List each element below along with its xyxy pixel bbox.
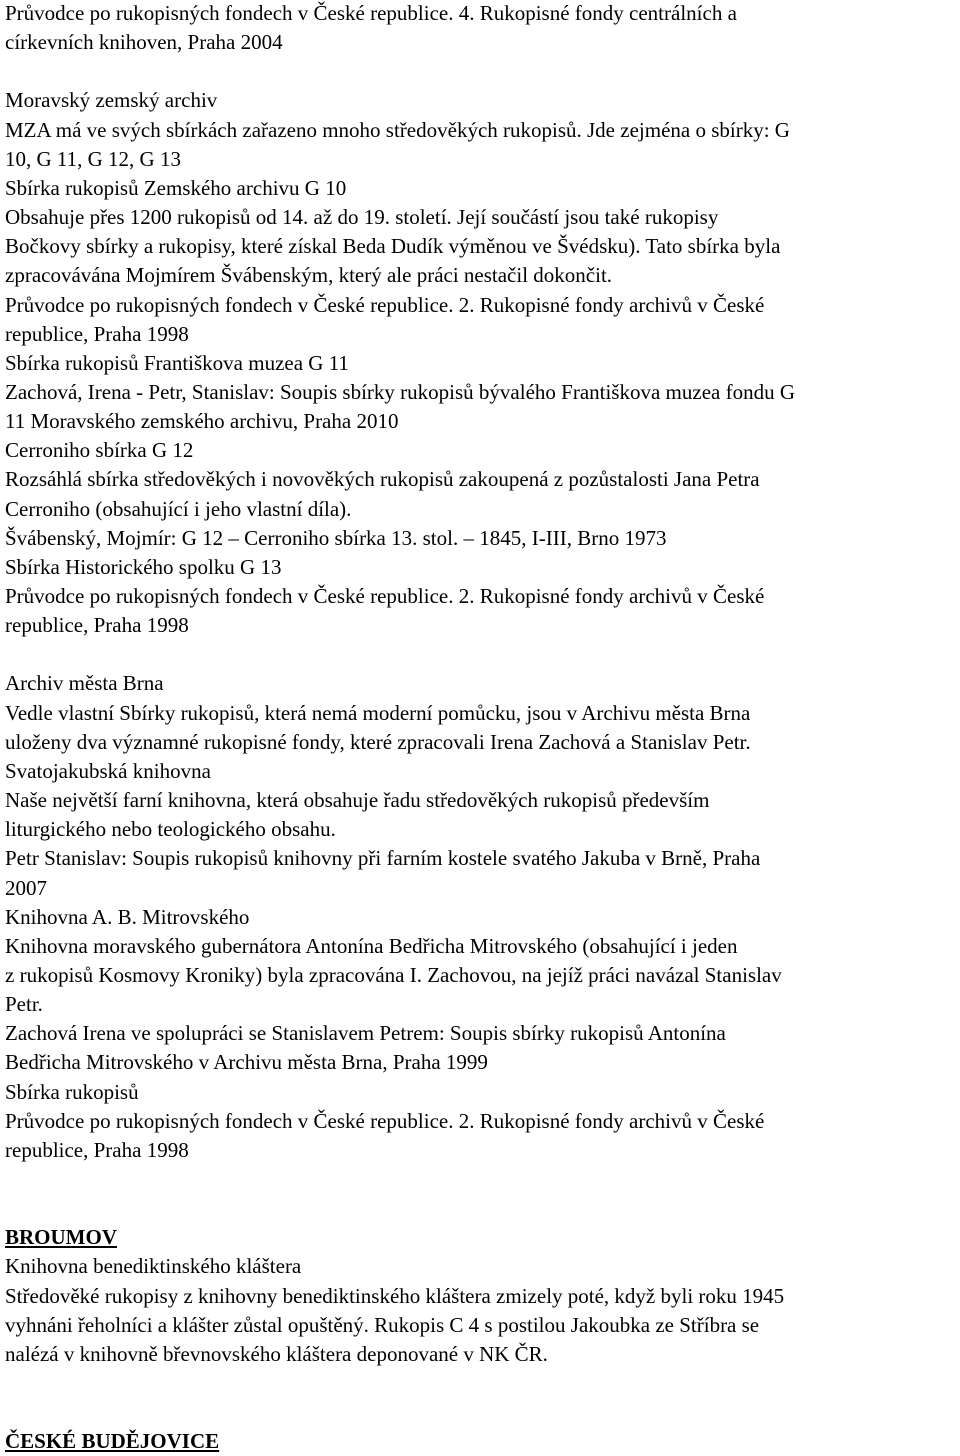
text-line: uloženy dva významné rukopisné fondy, které zpracovali Irena Zachová a Stanislav Petr.	[5, 729, 751, 754]
text-line: církevních knihoven, Praha 2004	[5, 30, 283, 55]
text-line: Průvodce po rukopisných fondech v České republice. 2. Rukopisné fondy archivů v České	[5, 292, 765, 317]
text-line: Zachová, Irena - Petr, Stanislav: Soupis sbírky rukopisů bývalého Františkova muzea fondu G	[5, 379, 796, 404]
text-line: Petr Stanislav: Soupis rukopisů knihovny při farním kostele svatého Jakuba v Brně, Praha	[5, 846, 761, 871]
text-line: Sbírka rukopisů	[5, 1079, 139, 1104]
text-line: Svatojakubská knihovna	[5, 758, 211, 783]
section-heading-ceske-budejovice: ČESKÉ BUDĚJOVICE	[5, 1429, 220, 1454]
text-line: Rozsáhlá sbírka středověkých i novověkých rukopisů zakoupená z pozůstalosti Jana Petra	[5, 467, 760, 492]
text-line: Cerroniho sbírka G 12	[5, 438, 194, 463]
text-line: z rukopisů Kosmovy Kroniky) byla zpracována I. Zachovou, na jejíž práci navázal Stanislav	[5, 962, 782, 987]
text-line: republice, Praha 1998	[5, 321, 189, 346]
text-line: 11 Moravského zemského archivu, Praha 2010	[5, 409, 399, 434]
text-line: Sbírka rukopisů Františkova muzea G 11	[5, 350, 349, 375]
text-line: vyhnáni řeholníci a klášter zůstal opuštěný. Rukopis C 4 s postilou Jakoubka ze Stříbra se	[5, 1312, 760, 1337]
text-line: Cerroniho (obsahující i jeho vlastní díla).	[5, 496, 352, 521]
text-line: Knihovna moravského gubernátora Antonína Bedřicha Mitrovského (obsahující i jeden	[5, 933, 738, 958]
text-line: Sbírka rukopisů Zemského archivu G 10	[5, 175, 347, 200]
text-line: Průvodce po rukopisných fondech v České republice. 2. Rukopisné fondy archivů v České	[5, 1108, 765, 1133]
text-line: MZA má ve svých sbírkách zařazeno mnoho středověkých rukopisů. Jde zejména o sbírky: G	[5, 117, 790, 142]
text-line: Zachová Irena ve spolupráci se Stanislavem Petrem: Soupis sbírky rukopisů Antonína	[5, 1021, 726, 1046]
text-line: zpracovávána Mojmírem Švábenským, který ale práci nestačil dokončit.	[5, 263, 613, 288]
text-line: Průvodce po rukopisných fondech v České republice. 2. Rukopisné fondy archivů v České	[5, 584, 765, 608]
text-line: liturgického nebo teologického obsahu.	[5, 817, 336, 842]
text-line: Bedřicha Mitrovského v Archivu města Brna, Praha 1999	[5, 1050, 488, 1075]
text-line: republice, Praha 1998	[5, 1137, 189, 1162]
text-line: Moravský zemský archiv	[5, 88, 218, 113]
text-line: 10, G 11, G 12, G 13	[5, 146, 181, 171]
text-line: Petr.	[5, 992, 43, 1017]
text-line: 2007	[5, 875, 47, 900]
text-line: Knihovna A. B. Mitrovského	[5, 904, 250, 929]
text-line: nalézá v knihovně břevnovského kláštera deponované v NK ČR.	[5, 1341, 548, 1366]
text-line: Knihovna benediktinského kláštera	[5, 1254, 302, 1279]
text-line: Sbírka Historického spolku G 13	[5, 554, 282, 579]
text-line: Naše největší farní knihovna, která obsahuje řadu středověkých rukopisů především	[5, 788, 710, 813]
section-heading-broumov: BROUMOV	[5, 1225, 117, 1250]
text-line: Archiv města Brna	[5, 671, 164, 696]
text-line: Švábenský, Mojmír: G 12 – Cerroniho sbírka 13. stol. – 1845, I-III, Brno 1973	[5, 525, 667, 550]
text-line: republice, Praha 1998	[5, 613, 189, 638]
text-line: Bočkovy sbírky a rukopisy, které získal Beda Dudík výměnou ve Švédsku). Tato sbírka byla	[5, 234, 781, 259]
text-line: Vedle vlastní Sbírky rukopisů, která nemá moderní pomůcku, jsou v Archivu města Brna	[5, 700, 751, 725]
text-line: Průvodce po rukopisných fondech v České republice. 4. Rukopisné fondy centrálních a	[5, 1, 737, 25]
text-line: Obsahuje přes 1200 rukopisů od 14. až do 19. století. Její součástí jsou také rukopisy	[5, 205, 719, 230]
text-line: Středověké rukopisy z knihovny benediktinského kláštera zmizely poté, když byli roku 1945	[5, 1283, 785, 1308]
